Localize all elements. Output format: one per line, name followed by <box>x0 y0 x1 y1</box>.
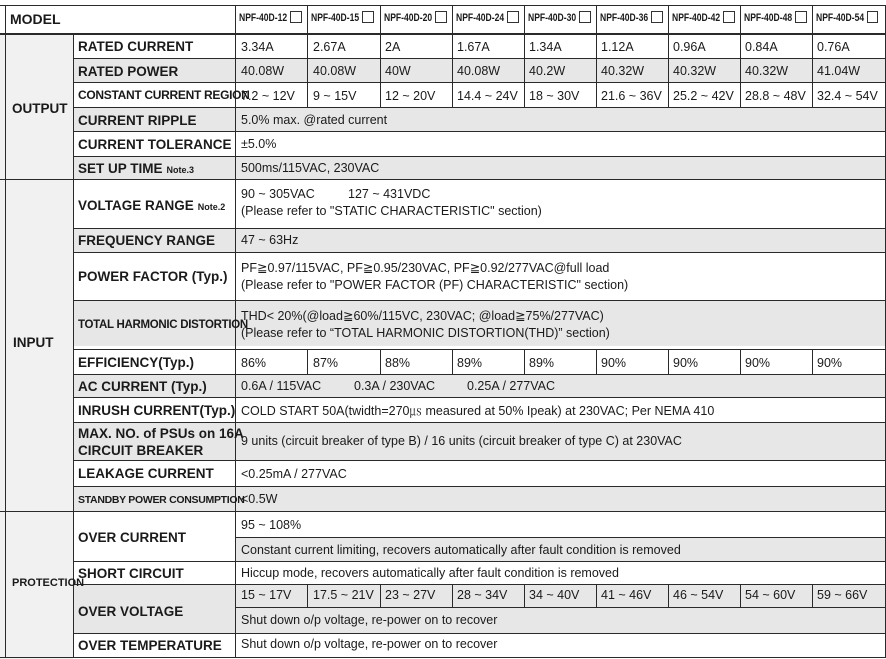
row-label: TOTAL HARMONIC DISTORTION <box>78 319 248 331</box>
grid-line <box>235 537 886 538</box>
grid-line <box>380 584 381 608</box>
cell-value: (Please refer to “TOTAL HARMONIC DISTORTION(THD)” section) <box>241 326 610 340</box>
model-name: NPF-40D-15 <box>311 12 360 24</box>
grid-line <box>452 349 453 374</box>
grid-line <box>812 584 813 608</box>
grid-line <box>73 156 886 157</box>
cell-value: 9 ~ 15V <box>313 89 357 103</box>
row-label-text: SET UP TIME <box>78 161 163 176</box>
row-label <box>78 161 194 178</box>
cell-value: PF≧0.97/115VAC, PF≧0.95/230VAC, PF≧0.92/277VAC@full load <box>241 261 610 275</box>
row-label: POWER FACTOR (Typ.) <box>78 269 228 284</box>
cell-value: 28.8 ~ 48V <box>745 89 806 103</box>
cell-value: 0.96A <box>673 40 706 54</box>
cell-value: 1.34A <box>529 40 562 54</box>
cell-value: 40W <box>385 64 411 78</box>
cell-value: 87% <box>313 356 339 370</box>
model-checkbox[interactable] <box>290 11 302 23</box>
row-label: LEAKAGE CURRENT <box>78 466 214 481</box>
grid-line <box>235 607 886 608</box>
cell-value: 40.32W <box>601 64 645 78</box>
grid-line <box>596 584 597 608</box>
grid-line <box>0 657 886 658</box>
note-ref: Note.2 <box>197 202 226 212</box>
grid-line <box>0 5 886 6</box>
cell-value: Hiccup mode, recovers automatically after fault condition is removed <box>241 566 619 580</box>
section-input: INPUT <box>13 335 54 350</box>
cell-value: THD< 20%(@load≧60%/115VC, 230VAC; @load≧75%/277VAC) <box>241 309 604 323</box>
grid-line <box>0 179 886 180</box>
grid-line <box>73 349 886 350</box>
cell-value: 0.6A / 115VAC <box>241 379 322 393</box>
model-name: NPF-40D-42 <box>672 12 721 24</box>
cell-value: 41.04W <box>817 64 861 78</box>
grid-line <box>740 5 741 107</box>
cell-value: 40.2W <box>529 64 566 78</box>
row-label: RATED CURRENT <box>78 39 194 54</box>
cell-value: 3.34A <box>241 40 274 54</box>
grid-line <box>524 349 525 374</box>
row-label: FREQUENCY RANGE <box>78 233 216 248</box>
cell-value: 47 ~ 63Hz <box>241 233 299 247</box>
row-label: CONSTANT CURRENT REGION <box>78 88 250 102</box>
model-name: NPF-40D-12 <box>239 12 288 24</box>
model-checkbox[interactable] <box>867 11 878 23</box>
cell-value: Shut down o/p voltage, re-power on to recover <box>241 613 498 627</box>
model-name: NPF-40D-54 <box>816 12 865 24</box>
cell-value: 18 ~ 30V <box>529 89 580 103</box>
model-checkbox[interactable] <box>651 11 663 23</box>
cell-value: 28 ~ 34V <box>457 588 508 602</box>
cell-value: 40.32W <box>673 64 717 78</box>
cell-value: 0.3A / 230VAC <box>354 379 436 393</box>
row-label: MAX. NO. of PSUs on 16A <box>78 426 244 441</box>
grid-line <box>73 252 886 253</box>
grid-line <box>668 349 669 374</box>
cell-value: 7.2 ~ 12V <box>241 89 295 103</box>
cell-value: Shut down o/p voltage, re-power on to recover <box>241 637 498 651</box>
model-name: NPF-40D-48 <box>744 12 793 24</box>
row-label: AC CURRENT (Typ.) <box>78 379 207 394</box>
cell-value: 25.2 ~ 42V <box>673 89 734 103</box>
model-checkbox[interactable] <box>435 11 447 23</box>
grid-line <box>812 5 813 107</box>
grid-line <box>73 460 886 461</box>
cell-value: 0.76A <box>817 40 850 54</box>
cell-value: 15 ~ 17V <box>241 588 292 602</box>
cell-value: 2A <box>385 40 401 54</box>
row-label: SHORT CIRCUIT <box>78 566 184 581</box>
cell-value: 40.08W <box>313 64 357 78</box>
grid-line <box>73 34 74 658</box>
cell-value: 88% <box>385 356 411 370</box>
cell-value: Constant current limiting, recovers automatically after fault condition is removed <box>241 543 681 557</box>
cell-value: 90% <box>673 356 699 370</box>
grid-line <box>740 584 741 608</box>
grid-line <box>5 5 6 658</box>
grid-line <box>380 349 381 374</box>
cell-value: 14.4 ~ 24V <box>457 89 518 103</box>
grid-line <box>73 584 886 585</box>
model-checkbox[interactable] <box>795 11 807 23</box>
grid-line <box>668 5 669 107</box>
grid-line <box>73 374 886 375</box>
cell-value: 2.67A <box>313 40 346 54</box>
cell-value: 86% <box>241 356 267 370</box>
grid-line <box>73 58 886 59</box>
cell-value: 0.84A <box>745 40 778 54</box>
cell-value: 21.6 ~ 36V <box>601 89 662 103</box>
cell-value: 40.32W <box>745 64 789 78</box>
cell-value: (Please refer to "POWER FACTOR (PF) CHARACTERISTIC" section) <box>241 278 629 292</box>
cell-value: ±5.0% <box>241 137 277 151</box>
cell-value: 17.5 ~ 21V <box>313 588 374 602</box>
grid-line <box>73 82 886 83</box>
note-ref: Note.3 <box>166 165 195 175</box>
row-label: CURRENT TOLERANCE <box>78 137 232 152</box>
model-name: NPF-40D-36 <box>600 12 649 24</box>
row-label: RATED POWER <box>78 64 179 79</box>
grid-line <box>73 228 886 229</box>
cell-value: <0.25mA / 277VAC <box>241 467 347 481</box>
cell-value: 46 ~ 54V <box>673 588 724 602</box>
row-label: OVER VOLTAGE <box>78 604 184 619</box>
cell-value: 127 ~ 431VDC <box>348 187 431 201</box>
grid-line <box>73 397 886 398</box>
cell-value: 1.67A <box>457 40 490 54</box>
section-output: OUTPUT <box>12 101 68 116</box>
grid-line <box>73 300 886 301</box>
cell-value: 89% <box>529 356 555 370</box>
cell-value: 500ms/115VAC, 230VAC <box>241 161 380 175</box>
grid-line <box>307 349 308 374</box>
model-checkbox[interactable] <box>723 11 735 23</box>
cell-value: 23 ~ 27V <box>385 588 436 602</box>
grid-line <box>0 511 886 512</box>
cell-value: 90% <box>601 356 627 370</box>
grid-line <box>73 422 886 423</box>
grid-line <box>740 349 741 374</box>
model-checkbox[interactable] <box>579 11 591 23</box>
grid-line <box>452 5 453 107</box>
grid-line <box>73 561 886 562</box>
row-shade <box>73 156 886 179</box>
model-name: NPF-40D-30 <box>528 12 577 24</box>
cell-value: 90 ~ 305VAC <box>241 187 315 201</box>
row-label: OVER CURRENT <box>78 530 187 545</box>
model-checkbox[interactable] <box>507 11 519 23</box>
cell-value: 89% <box>457 356 483 370</box>
row-label-text: VOLTAGE RANGE <box>78 198 194 213</box>
row-label: INRUSH CURRENT(Typ.) <box>78 403 236 418</box>
cell-value: 90% <box>745 356 771 370</box>
grid-line <box>73 107 886 108</box>
cell-value: 5.0% max. @rated current <box>241 113 388 127</box>
row-label: CURRENT RIPPLE <box>78 113 197 128</box>
model-name: NPF-40D-24 <box>456 12 505 24</box>
cell-value: 34 ~ 40V <box>529 588 580 602</box>
grid-line <box>0 33 886 35</box>
section-protection: PROTECTION <box>12 577 85 589</box>
cell-value: 95 ~ 108% <box>241 518 302 532</box>
grid-line <box>73 486 886 487</box>
model-label: MODEL <box>10 11 61 27</box>
cell-value: 90% <box>817 356 843 370</box>
cell-value: 0.25A / 277VAC <box>467 379 556 393</box>
model-checkbox[interactable] <box>362 11 374 23</box>
row-label: STANDBY POWER CONSUMPTION <box>78 494 245 506</box>
cell-value: 40.08W <box>241 64 285 78</box>
grid-line <box>596 5 597 107</box>
grid-line <box>452 584 453 608</box>
row-label: OVER TEMPERATURE <box>78 638 222 653</box>
cell-value: 40.08W <box>457 64 501 78</box>
cell-value: 32.4 ~ 54V <box>817 89 878 103</box>
row-label <box>78 198 225 215</box>
row-label: CIRCUIT BREAKER <box>78 443 204 458</box>
row-label: EFFICIENCY(Typ.) <box>78 355 194 370</box>
grid-line <box>596 349 597 374</box>
model-name: NPF-40D-20 <box>384 12 433 24</box>
cell-value: COLD START 50A(twidth=270㎲ measured at 50% Ipeak) at 230VAC; Per NEMA 410 <box>241 404 715 418</box>
grid-line <box>668 584 669 608</box>
grid-line <box>524 5 525 107</box>
cell-value: 9 units (circuit breaker of type B) / 16 units (circuit breaker of type C) at 230VAC <box>241 434 682 448</box>
grid-line <box>524 584 525 608</box>
cell-value: 59 ~ 66V <box>817 588 868 602</box>
grid-line <box>380 5 381 107</box>
cell-value: (Please refer to "STATIC CHARACTERISTIC" section) <box>241 204 542 218</box>
cell-value: 12 ~ 20V <box>385 89 436 103</box>
grid-line <box>812 349 813 374</box>
cell-value: 54 ~ 60V <box>745 588 796 602</box>
cell-value: 41 ~ 46V <box>601 588 652 602</box>
cell-value: 1.12A <box>601 40 634 54</box>
grid-line <box>307 5 308 107</box>
grid-line <box>73 131 886 132</box>
cell-value: <0.5W <box>241 492 278 506</box>
grid-line <box>73 633 886 634</box>
grid-line <box>307 584 308 608</box>
